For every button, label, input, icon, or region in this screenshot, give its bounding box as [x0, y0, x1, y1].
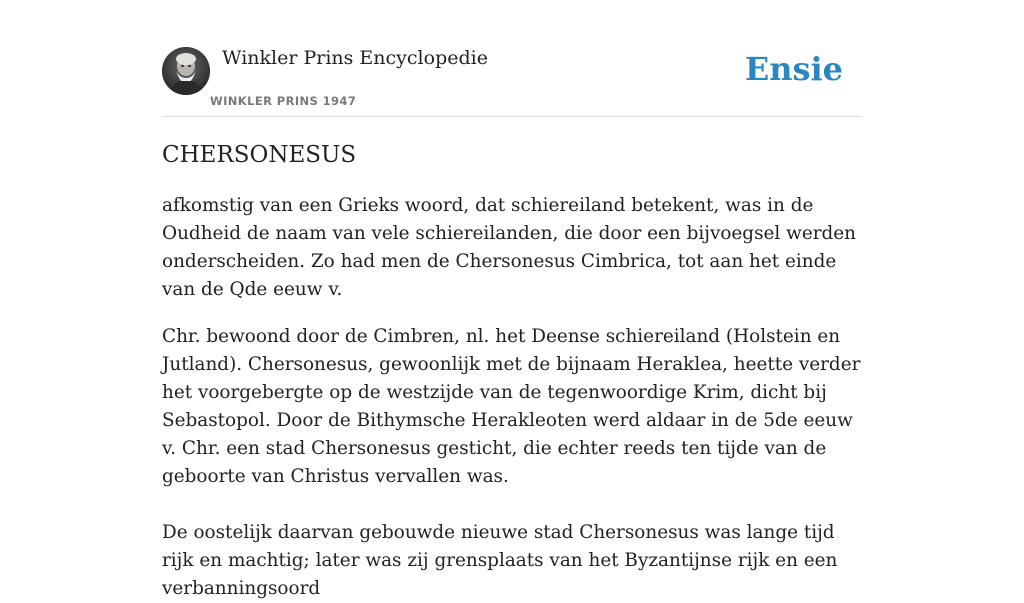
site-header: [162, 0, 862, 117]
article-title: CHERSONESUS: [162, 142, 357, 168]
publication-title[interactable]: Winkler Prins Encyclopedie: [222, 47, 488, 69]
article-paragraph: afkomstig van een Grieks woord, dat schiereiland betekent, was in de Oudheid de naam van vele schiereilanden, die door een bijvoegsel werden onderscheiden. Zo had men de Chersonesus Cimbrica, tot aan het einde van de Qde eeuw v.: [162, 195, 857, 300]
article-paragraph: De oostelijk daarvan gebouwde nieuwe stad Chersonesus was lange tijd rijk en machtig; later was zij grensplaats van het Byzantijnse rijk en een verbanningsoord: [162, 522, 838, 599]
article-body: [162, 192, 862, 603]
publication-subtitle: WINKLER PRINS 1947: [210, 94, 357, 108]
brand-logo[interactable]: Ensie: [744, 50, 843, 88]
portrait-avatar-icon[interactable]: [162, 47, 210, 95]
page: [162, 0, 862, 599]
article-paragraph: Chr. bewoond door de Cimbren, nl. het Deense schiereiland (Holstein en Jutland). Chersonesus, gewoonlijk met de bijnaam Heraklea, heette verder het voorgebergte op de westzijde van de tegenwoordige Krim, dicht bij Sebastopol. Door de Bithymsche Herakleoten werd aldaar in de 5de eeuw v. Chr. een stad Chersonesus gesticht, die echter reeds ten tijde van de geboorte van Christus vervallen was.: [162, 326, 861, 487]
